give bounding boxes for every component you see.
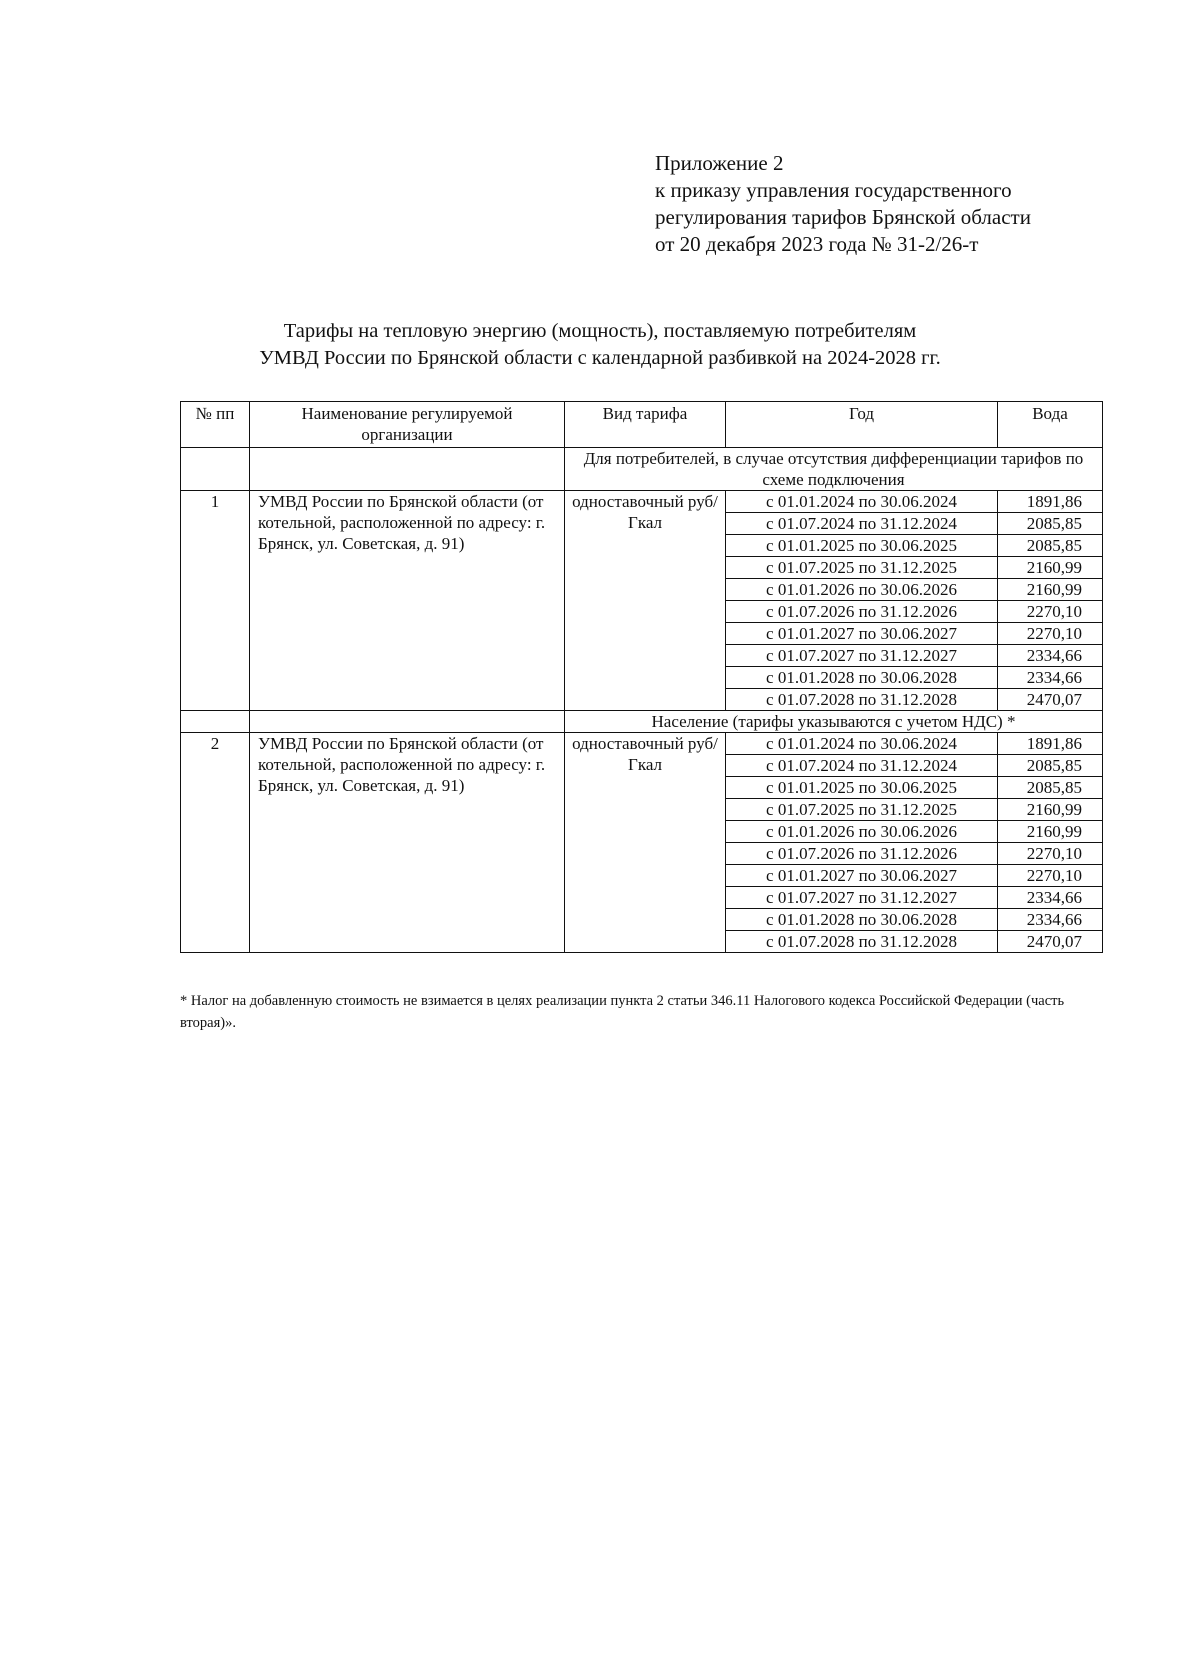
section-blank-cell bbox=[181, 448, 250, 491]
period-cell: с 01.01.2025 по 30.06.2025 bbox=[726, 535, 998, 557]
period-cell: с 01.01.2024 по 30.06.2024 bbox=[726, 491, 998, 513]
tariff-value-cell: 2085,85 bbox=[998, 535, 1103, 557]
header-num: № пп bbox=[181, 402, 250, 448]
tariff-value-cell: 2334,66 bbox=[998, 909, 1103, 931]
tariff-value-cell: 2085,85 bbox=[998, 777, 1103, 799]
tariff-value-cell: 2270,10 bbox=[998, 865, 1103, 887]
tariff-value-cell: 1891,86 bbox=[998, 733, 1103, 755]
tariff-value-cell: 2085,85 bbox=[998, 513, 1103, 535]
tariff-value-cell: 2160,99 bbox=[998, 557, 1103, 579]
period-cell: с 01.07.2025 по 31.12.2025 bbox=[726, 557, 998, 579]
title-line-1: Тарифы на тепловую энергию (мощность), поставляемую потребителям bbox=[283, 320, 917, 342]
section-blank-cell bbox=[181, 711, 250, 733]
period-cell: с 01.01.2028 по 30.06.2028 bbox=[726, 909, 998, 931]
appendix-line-4: от 20 декабря 2023 года № 31-2/26-т bbox=[655, 232, 979, 256]
header-org: Наименование регулируемой организации bbox=[250, 402, 565, 448]
period-cell: с 01.07.2024 по 31.12.2024 bbox=[726, 513, 998, 535]
section-heading: Население (тарифы указываются с учетом НДС) * bbox=[565, 711, 1103, 733]
tariff-value-cell: 2085,85 bbox=[998, 755, 1103, 777]
header-type: Вид тарифа bbox=[565, 402, 726, 448]
period-cell: с 01.07.2028 по 31.12.2028 bbox=[726, 689, 998, 711]
footnote: * Налог на добавленную стоимость не взимается в целях реализации пункта 2 статьи 346.11 Налогового кодекса Российской Федерации (часть вторая)». bbox=[180, 993, 1065, 1031]
appendix-line-3: регулирования тарифов Брянской области bbox=[655, 205, 1031, 229]
period-cell: с 01.01.2028 по 30.06.2028 bbox=[726, 667, 998, 689]
appendix-line-1: Приложение 2 bbox=[655, 151, 784, 175]
tariff-type: одноставочный руб/Гкал bbox=[565, 733, 726, 953]
section-row bbox=[181, 448, 1103, 491]
tariff-value-cell: 2270,10 bbox=[998, 601, 1103, 623]
period-cell: с 01.01.2026 по 30.06.2026 bbox=[726, 821, 998, 843]
row-number: 2 bbox=[181, 733, 250, 953]
period-cell: с 01.07.2028 по 31.12.2028 bbox=[726, 931, 998, 953]
organization-name: УМВД России по Брянской области (от котельной, расположенной по адресу: г. Брянск, ул. Советская, д. 91) bbox=[250, 491, 565, 711]
section-blank-cell bbox=[250, 448, 565, 491]
period-cell: с 01.01.2026 по 30.06.2026 bbox=[726, 579, 998, 601]
table-row bbox=[181, 491, 1103, 513]
section-blank-cell bbox=[250, 711, 565, 733]
tariff-value-cell: 2334,66 bbox=[998, 645, 1103, 667]
period-cell: с 01.01.2025 по 30.06.2025 bbox=[726, 777, 998, 799]
header-water: Вода bbox=[998, 402, 1103, 448]
section-row bbox=[181, 711, 1103, 733]
tariff-value-cell: 2334,66 bbox=[998, 887, 1103, 909]
appendix-line-2: к приказу управления государственного bbox=[655, 178, 1012, 202]
tariff-value-cell: 2334,66 bbox=[998, 667, 1103, 689]
document-title bbox=[150, 318, 1050, 372]
organization-name: УМВД России по Брянской области (от котельной, расположенной по адресу: г. Брянск, ул. Советская, д. 91) bbox=[250, 733, 565, 953]
header-year: Год bbox=[726, 402, 998, 448]
period-cell: с 01.01.2027 по 30.06.2027 bbox=[726, 865, 998, 887]
period-cell: с 01.07.2024 по 31.12.2024 bbox=[726, 755, 998, 777]
period-cell: с 01.07.2026 по 31.12.2026 bbox=[726, 843, 998, 865]
period-cell: с 01.01.2024 по 30.06.2024 bbox=[726, 733, 998, 755]
tariff-table-body bbox=[181, 448, 1103, 953]
tariff-value-cell: 2470,07 bbox=[998, 931, 1103, 953]
period-cell: с 01.07.2027 по 31.12.2027 bbox=[726, 645, 998, 667]
tariff-value-cell: 2270,10 bbox=[998, 623, 1103, 645]
appendix-block bbox=[655, 150, 1031, 258]
tariff-value-cell: 2160,99 bbox=[998, 821, 1103, 843]
tariff-value-cell: 2270,10 bbox=[998, 843, 1103, 865]
tariff-value-cell: 2160,99 bbox=[998, 579, 1103, 601]
table-header-row bbox=[181, 402, 1103, 448]
table-row bbox=[181, 733, 1103, 755]
title-line-2: УМВД России по Брянской области с календарной разбивкой на 2024-2028 гг. bbox=[259, 347, 941, 369]
tariff-type: одноставочный руб/Гкал bbox=[565, 491, 726, 711]
row-number: 1 bbox=[181, 491, 250, 711]
period-cell: с 01.01.2027 по 30.06.2027 bbox=[726, 623, 998, 645]
tariff-value-cell: 2160,99 bbox=[998, 799, 1103, 821]
tariff-value-cell: 2470,07 bbox=[998, 689, 1103, 711]
tariff-table bbox=[180, 401, 1103, 953]
period-cell: с 01.07.2025 по 31.12.2025 bbox=[726, 799, 998, 821]
tariff-value-cell: 1891,86 bbox=[998, 491, 1103, 513]
period-cell: с 01.07.2027 по 31.12.2027 bbox=[726, 887, 998, 909]
section-heading: Для потребителей, в случае отсутствия дифференциации тарифов по схеме подключения bbox=[565, 448, 1103, 491]
period-cell: с 01.07.2026 по 31.12.2026 bbox=[726, 601, 998, 623]
